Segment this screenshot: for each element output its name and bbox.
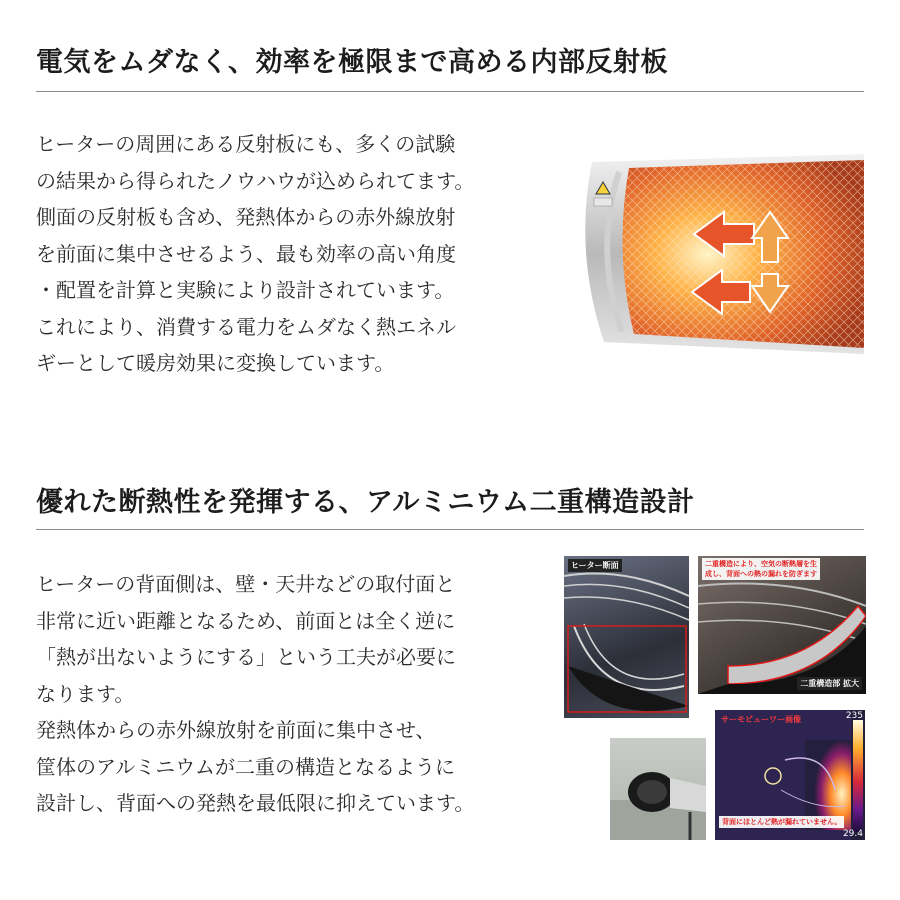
section1-line: これにより、消費する電力をムダなく熱エネル [36,314,456,339]
section2-heading: 優れた断熱性を発揮する、アルミニウム二重構造設計 [36,487,695,518]
section2-line: 「熱が出ないようにする」という工夫が必要に [36,645,456,669]
section2-body [36,566,474,822]
section1-line: ・配置を計算と実験により設計されています。 [36,278,455,302]
section1-line: ヒーターの周囲にある反射板にも、多くの試験 [36,132,456,156]
thermo-min-temp: 29.4 [842,829,863,839]
section1-line: の結果から得られたノウハウが込められてます。 [36,168,475,193]
heater-side-photo [610,738,706,840]
section2-line: なります。 [36,681,135,706]
section2-line: 発熱体からの赤外線放射を前面に集中させ、 [36,718,436,742]
section2-line: ヒーターの背面側は、壁・天井などの取付面と [36,572,456,596]
reflector-heater-image [574,142,864,362]
heater-section-photo [564,556,689,718]
section2-line: 非常に近い距離となるため、前面とは全く逆に [36,608,456,633]
thermo-note: 背面にほとんど熱が漏れていません。 [719,816,844,828]
thermo-viewer-photo [715,710,865,840]
section1-line: ギーとして暖房効果に変換しています。 [36,351,395,375]
thermo-max-temp: 235 [845,711,863,721]
section2-line: 設計し、背面への発熱を最低限に抑えています。 [36,791,475,815]
section1-body [36,126,474,382]
double-zoom-label: 二重構造部 拡大 [797,677,862,690]
section1-divider [36,91,864,92]
section1-heading: 電気をムダなく、効率を極限まで高める内部反射板 [36,47,668,78]
section2-divider [36,529,864,530]
section1-line: 側面の反射板も含め、発熱体からの赤外線放射 [36,205,456,229]
section1-line: を前面に集中させるよう、最も効率の高い角度 [36,241,456,266]
double-structure-photo [698,556,866,694]
double-structure-note: 二重構造により、空気の断熱層を生成し、背面への熱の漏れを防ぎます [702,558,820,580]
heater-section-label: ヒーター断面 [568,559,622,572]
section2-line: 筐体のアルミニウムが二重の構造となるように [36,754,455,779]
thermo-label: サーモビューワー画像 [721,715,801,724]
